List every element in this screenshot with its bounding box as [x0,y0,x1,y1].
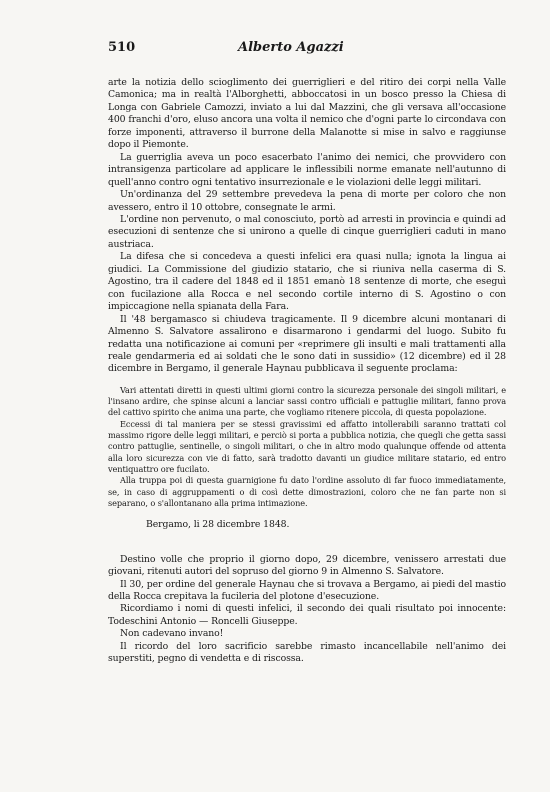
paragraph: Un'ordinanza del 29 settembre prevedeva la pena di morte per coloro che non avessero, entro il 10 ottobre, consegnate le armi. [108,189,506,213]
main-text [108,77,506,666]
proclamation-date-line: Bergamo, li 28 dicembre 1848. [146,519,290,531]
paragraph: Il '48 bergamasco si chiudeva tragicamente. Il 9 dicembre alcuni montanari di Almenno S. Salvatore assalirono e disarmarono i gendarmi del luogo. Subito fu redatta una notificazione ai comuni per «reprimere gli insulti e mali trattamenti alla reale gendarmeria ed ai soldati che le sono dati in sussidio» (12 dicembre) ed il 28 dicembre in Bergamo, il generale Haynau pubblicava il seguente proclama: [108,313,506,375]
paragraph: La guerriglia aveva un poco esacerbato l'animo dei nemici, che provvidero con intransigenza particolare ad applicare le inflessibili norme emanate nell'autunno di quell'anno contro ogni tentativo insurrezionale e le violazioni delle leggi militari. [108,151,506,188]
paragraph: Ricordiamo i nomi di questi infelici, il secondo dei quali risultato poi innocente: Todeschini Antonio — Roncelli Giuseppe. [108,603,506,627]
page-number: 510 [108,40,136,55]
paragraph: Destino volle che proprio il giorno dopo, 29 dicembre, venissero arrestati due giovani, ritenuti autori del sopruso del giorno 9 in Almenno S. Salvatore. [108,553,506,578]
paragraph: La difesa che si concedeva a questi infelici era quasi nulla; ignota la lingua ai giudici. La Commissione del giudizio statario, che si riuniva nella caserma di S. Agostino, tra il cadere del 1848 ed il 1851 emanò 18 sentenze di morte, che eseguì con fucilazione alla Rocca e nel secondo cortile interno di S. Agostino o con impiccagione nella spianata della Fara. [108,251,506,313]
paragraph: Il ricordo del loro sacrificio sarebbe rimasto incancellabile nell'animo dei superstiti, pegno di vendetta e di riscossa. [108,640,506,665]
running-head-author: Alberto Agazzi [238,40,344,55]
paragraph: Il 30, per ordine del generale Haynau che si trovava a Bergamo, ai piedi del mastio della Rocca crepitava la fucileria del plotone d'esecuzione. [108,578,506,602]
quote-paragraph: Alla truppa poi di questa guarnigione fu dato l'ordine assoluto di far fuoco immediatamente, se, in caso di aggruppamenti o di così dette dimostrazioni, coloro che ne fan parte non si separano, o s'allontanano alla prima intimazione. [108,475,506,508]
paragraph: Non cadevano invano! [120,628,224,640]
paragraph: L'ordine non pervenuto, o mal conosciuto, portò ad arresti in provincia e quindi ad esecuzioni di sentenze che si unirono a quelle di cinque guerriglieri caduti in mano austriaca. [108,213,506,250]
quote-paragraph: Eccessi di tal maniera per se stessi gravissimi ed affatto intollerabili saranno trattati col massimo rigore delle leggi militari, e perciò si porta a pubblica notizia, che quegli che getta sassi contro pattuglie, sentinelle, o singoli militari, o che in altro modo qualunque offende od attenta alla loro sicurezza con vie di fatto, sarà tradotto davanti un giudice militare statario, ed entro ventiquattro ore fucilato. [108,418,506,474]
running-header [108,40,506,55]
paragraph: arte la notizia dello scioglimento dei guerriglieri e del ritiro dei corpi nella Valle Camonica; ma in realtà l'Alborghetti, abboccatosi in un bosco presso la Chiesa di Longa con Gabriele Camozzi, inviato a lui dal Mazzini, che gli versava all'occasione 400 franchi d'oro, eluso ancora una volta il nemico che d'ogni parte lo circondava con forze imponenti, attraverso il burrone della Malanotte si mise in salvo e raggiunse dopo il Piemonte. [108,77,506,151]
proclamation-quote [108,385,506,509]
quote-paragraph: Vari attentati diretti in questi ultimi giorni contro la sicurezza personale dei singoli militari, e l'insano ardire, che spinse alcuni a lanciar sassi contro ufficiali e pattuglie militari, fanno prova del cattivo spirito che anima una parte, che vogliamo ritenere piccola, di questa popolazione. [108,384,506,418]
